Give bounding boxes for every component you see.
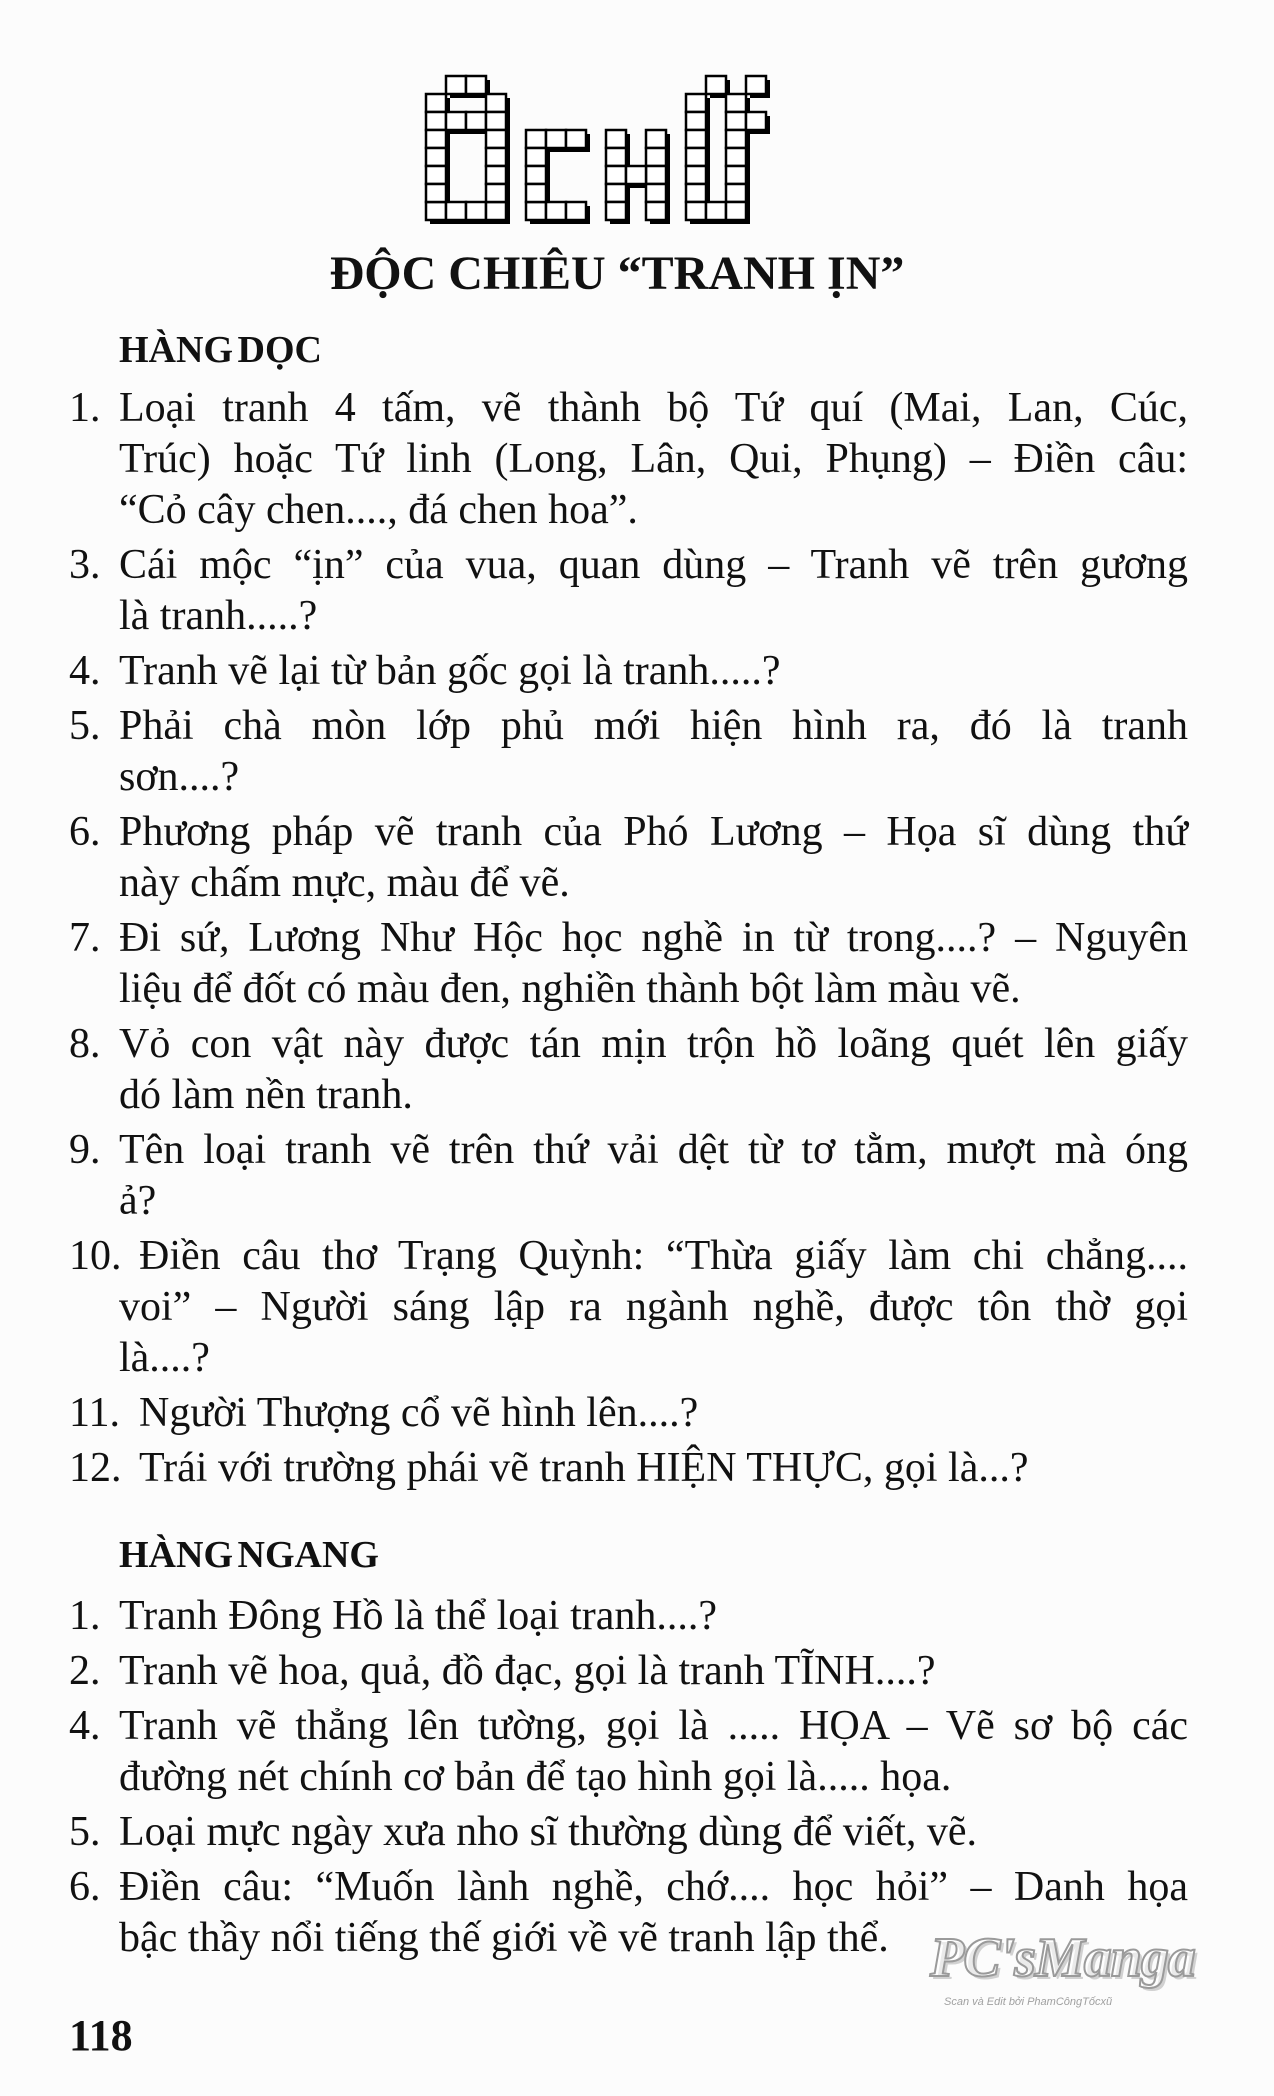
- clue-text: Điền câu thơ Trạng Quỳnh: “Thừa giấy làm chi chẳng....: [139, 1233, 1188, 1279]
- logo-cell: [486, 94, 506, 112]
- logo-cell: [726, 202, 746, 220]
- clue-number: 5.: [69, 1809, 101, 1855]
- clue-text: Loại tranh 4 tấm, vẽ thành bộ Tứ quí (Mai, Lan, Cúc,: [119, 385, 1188, 431]
- logo-cell: [446, 76, 466, 94]
- clue-line: [69, 807, 1188, 858]
- logo-cell: [646, 184, 666, 202]
- logo-cell: [466, 112, 486, 130]
- clue-number: 11.: [69, 1390, 120, 1436]
- logo-cell: [726, 148, 746, 166]
- logo-cell: [606, 166, 626, 184]
- clue-number: 3.: [69, 542, 101, 588]
- logo-cell: [526, 202, 546, 220]
- clue-line: là tranh.....?: [119, 593, 318, 639]
- clue-text: Đi sứ, Lương Như Hộc học nghề in từ trong....? – Nguyên: [119, 915, 1188, 961]
- clue-line: [69, 1591, 1188, 1642]
- clue-item: [69, 646, 1188, 697]
- logo-cell: [486, 202, 506, 220]
- clue-line: [69, 1388, 1188, 1439]
- clue-item: [69, 1388, 1188, 1439]
- logo-cell: [726, 112, 746, 130]
- clue-number: 9.: [69, 1127, 101, 1173]
- clue-text: Vỏ con vật này được tán mịn trộn hồ loãng quét lên giấy: [119, 1021, 1188, 1067]
- clue-line: bậc thầy nổi tiếng thế giới về vẽ tranh lập thể.: [119, 1915, 889, 1961]
- logo-cell: [646, 130, 666, 148]
- clue-line: sơn....?: [119, 754, 240, 800]
- logo-cell: [526, 166, 546, 184]
- clue-line: [69, 383, 1188, 434]
- logo-cell: [726, 130, 746, 148]
- clue-line: dó làm nền tranh.: [119, 1072, 413, 1118]
- clue-text: Phương pháp vẽ tranh của Phó Lương – Họa sĩ dùng thứ: [119, 809, 1188, 855]
- logo-cell: [486, 130, 506, 148]
- clue-item: [69, 1019, 1188, 1121]
- clue-line: [69, 1646, 1188, 1697]
- clue-line: Trúc) hoặc Tứ linh (Long, Lân, Qui, Phụng) – Điền câu:: [119, 436, 1188, 482]
- page-number: 118: [69, 2011, 133, 2060]
- clue-text: Điền câu: “Muốn lành nghề, chớ.... học hỏi” – Danh họa: [119, 1864, 1188, 1910]
- logo-cell: [606, 202, 626, 220]
- clue-number: 6.: [69, 1864, 101, 1910]
- clue-item: [69, 807, 1188, 909]
- logo-cell: [686, 130, 706, 148]
- clue-text: Phải chà mòn lớp phủ mới hiện hình ra, đó là tranh: [119, 703, 1188, 749]
- logo-cell: [426, 184, 446, 202]
- logo-cell: [566, 130, 586, 148]
- clue-text: Tranh vẽ hoa, quả, đồ đạc, gọi là tranh TĨNH....?: [119, 1648, 936, 1694]
- logo-cell: [526, 130, 546, 148]
- logo-cell: [706, 76, 726, 94]
- clue-list-down: [69, 383, 1188, 1494]
- logo-cell: [426, 94, 446, 112]
- clue-text: Cái mộc “ịn” của vua, quan dùng – Tranh vẽ trên gương: [119, 542, 1188, 588]
- clue-line: [69, 1125, 1188, 1176]
- logo-cell: [546, 130, 566, 148]
- logo-cell: [706, 202, 726, 220]
- o-chu-logo: [420, 72, 776, 228]
- clue-number: 5.: [69, 703, 101, 749]
- logo-cell: [726, 166, 746, 184]
- clue-item: [69, 913, 1188, 1015]
- clue-number: 7.: [69, 915, 101, 961]
- logo-cell: [606, 130, 626, 148]
- clue-line: [69, 1862, 1188, 1913]
- clue-number: 6.: [69, 809, 101, 855]
- logo-cell: [686, 94, 706, 112]
- clue-text: Tranh vẽ thẳng lên tường, gọi là ..... HỌA – Vẽ sơ bộ các: [119, 1703, 1188, 1749]
- puzzle-title: ĐỘC CHIÊU “TRANH ỊN”: [329, 247, 905, 300]
- logo-cell: [686, 166, 706, 184]
- clue-number: 4.: [69, 1703, 101, 1749]
- clue-line: [69, 1019, 1188, 1070]
- clue-item: [69, 1231, 1188, 1384]
- clue-list-across: [69, 1591, 1188, 1964]
- logo-cell: [746, 112, 766, 130]
- section-down: [69, 327, 1188, 1498]
- logo-cell: [486, 112, 506, 130]
- logo-cell: [426, 112, 446, 130]
- logo-cell: [606, 148, 626, 166]
- logo-cell: [446, 202, 466, 220]
- clue-line: “Cỏ cây chen...., đá chen hoa”.: [119, 487, 638, 533]
- clue-item: [69, 1125, 1188, 1227]
- logo-cell: [466, 202, 486, 220]
- logo-cell: [726, 184, 746, 202]
- clue-item: [69, 1443, 1188, 1494]
- logo-cell: [686, 202, 706, 220]
- clue-text: Người Thượng cổ vẽ hình lên....?: [139, 1390, 699, 1436]
- section-heading-across: HÀNG NGANG: [119, 1534, 379, 1576]
- logo-cell: [486, 166, 506, 184]
- logo-cell: [446, 112, 466, 130]
- logo-cell: [646, 202, 666, 220]
- logo-cell: [426, 148, 446, 166]
- clue-line: [69, 701, 1188, 752]
- clue-item: [69, 1646, 1188, 1697]
- clue-line: là....?: [119, 1335, 210, 1381]
- clue-line: voi” – Người sáng lập ra ngành nghề, được tôn thờ gọi: [119, 1284, 1188, 1330]
- clue-text: Tranh vẽ lại từ bản gốc gọi là tranh.....?: [119, 648, 781, 694]
- clue-item: [69, 540, 1188, 642]
- clue-text: Loại mực ngày xưa nho sĩ thường dùng để viết, vẽ.: [119, 1809, 978, 1855]
- section-across: [69, 1532, 1188, 1968]
- watermark-credit: Scan và Edit bởi PhamCôngTốcxũ: [944, 1996, 1113, 2008]
- logo-cell: [486, 148, 506, 166]
- logo-cell: [686, 112, 706, 130]
- clue-line: [69, 540, 1188, 591]
- clue-item: [69, 1807, 1188, 1858]
- clue-line: đường nét chính cơ bản để tạo hình gọi là..... họa.: [119, 1754, 952, 1800]
- logo-cell: [686, 148, 706, 166]
- section-heading-down: HÀNG DỌC: [119, 329, 322, 371]
- clue-number: 1.: [69, 1593, 101, 1639]
- logo-cell: [746, 76, 766, 94]
- clue-line: [69, 1807, 1188, 1858]
- clue-item: [69, 701, 1188, 803]
- logo-cell: [566, 202, 586, 220]
- clue-number: 8.: [69, 1021, 101, 1067]
- clue-line: [69, 913, 1188, 964]
- clue-text: Tranh Đông Hồ là thể loại tranh....?: [119, 1593, 718, 1639]
- logo-cell: [606, 184, 626, 202]
- clue-number: 10.: [69, 1233, 122, 1279]
- clue-line: [69, 1231, 1188, 1282]
- clue-line: [69, 646, 1188, 697]
- logo-cell: [626, 166, 646, 184]
- clue-item: [69, 1591, 1188, 1642]
- clue-item: [69, 383, 1188, 536]
- watermark-brand: PC'sManga: [930, 1927, 1195, 1989]
- clue-item: [69, 1701, 1188, 1803]
- logo-cell: [426, 130, 446, 148]
- clue-text: Trái với trường phái vẽ tranh HIỆN THỰC, gọi là...?: [139, 1445, 1029, 1491]
- logo-cell: [426, 202, 446, 220]
- logo-cell: [726, 94, 746, 112]
- logo-cell: [526, 184, 546, 202]
- logo-cell: [686, 184, 706, 202]
- logo-cell: [526, 148, 546, 166]
- logo-cell: [466, 76, 486, 94]
- clue-line: [69, 1701, 1188, 1752]
- logo-cell: [546, 202, 566, 220]
- logo-cell: [426, 166, 446, 184]
- clue-line: [69, 1443, 1188, 1494]
- clue-number: 1.: [69, 385, 101, 431]
- clue-number: 2.: [69, 1648, 101, 1694]
- logo-cell: [486, 184, 506, 202]
- clue-number: 4.: [69, 648, 101, 694]
- clue-text: Tên loại tranh vẽ trên thứ vải dệt từ tơ tằm, mượt mà óng: [119, 1127, 1188, 1173]
- clue-line: ả?: [119, 1178, 157, 1224]
- clue-number: 12.: [69, 1445, 122, 1491]
- logo-cell: [646, 148, 666, 166]
- clue-line: liệu để đốt có màu đen, nghiền thành bột làm màu vẽ.: [119, 966, 1021, 1012]
- logo-cell: [646, 166, 666, 184]
- clue-line: này chấm mực, màu để vẽ.: [119, 860, 570, 906]
